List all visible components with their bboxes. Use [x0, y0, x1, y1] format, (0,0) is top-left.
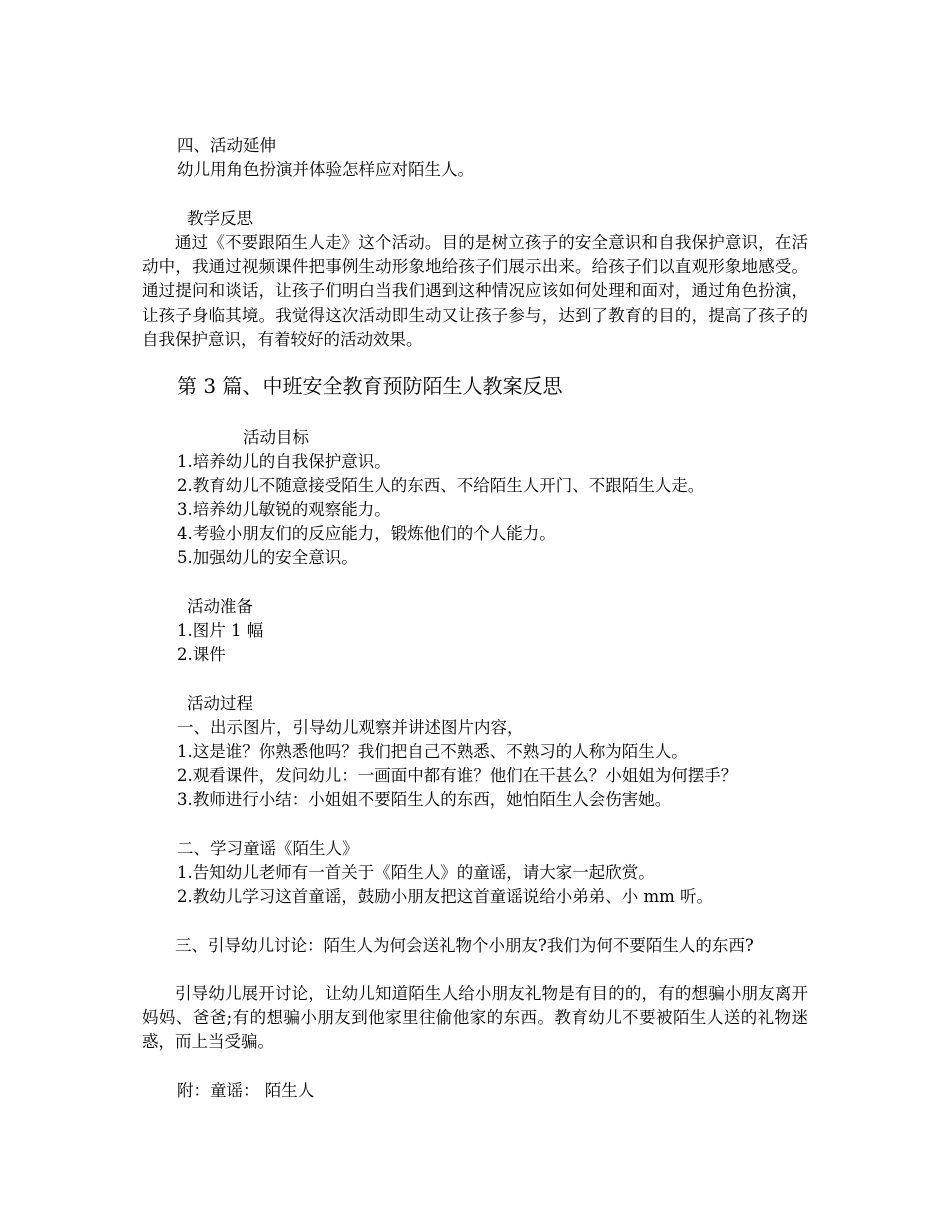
- step3-paragraph: 三、引导幼儿讨论：陌生人为何会送礼物个小朋友?我们为何不要陌生人的东西?: [175, 936, 754, 955]
- reflection-heading: 教学反思: [187, 209, 253, 228]
- goal-item: 2.教育幼儿不随意接受陌生人的东西、不给陌生人开门、不跟陌生人走。: [177, 476, 705, 495]
- prep-item: 2.课件: [177, 645, 226, 664]
- goal-item: 4.考验小朋友们的反应能力，锻炼他们的个人能力。: [177, 524, 556, 543]
- step1-item: 1.这是谁？你熟悉他吗？我们把自己不熟悉、不熟习的人称为陌生人。: [177, 742, 688, 761]
- goals-heading: 活动目标: [243, 428, 309, 447]
- prep-item: 1.图片 1 幅: [177, 621, 264, 640]
- step1-heading: 一、出示图片，引导幼儿观察并讲述图片内容，: [177, 718, 524, 737]
- step2-item: 2.教幼儿学习这首童谣，鼓励小朋友把这首童谣说给小弟弟、小 mm 听。: [177, 887, 714, 906]
- process-heading: 活动过程: [187, 694, 253, 713]
- extension-heading: 四、活动延伸: [177, 136, 276, 155]
- appendix-line: 附：童谣： 陌生人: [177, 1081, 315, 1100]
- step1-item: 2.观看课件，发问幼儿：一画面中都有谁？他们在干甚么？小姐姐为何摆手？: [177, 766, 738, 785]
- step2-item: 1.告知幼儿老师有一首关于《陌生人》的童谣，请大家一起欣赏。: [177, 863, 655, 882]
- reflection-paragraph: 通过《不要跟陌生人走》这个活动。目的是树立孩子的安全意识和自我保护意识，在活动中，我通过视频课件把事例生动形象地给孩子们展示出来。给孩子们以直观形象地感受。通过提问和谈话，让孩子们明白当我们遇到这种情况应该如何处理和面对，通过角色扮演，让孩子身临其境。我觉得这次活动即生动又让孩子参与，达到了教育的目的，提高了孩子的自我保护意识，有着较好的活动效果。: [142, 233, 808, 349]
- goal-item: 5.加强幼儿的安全意识。: [177, 548, 358, 567]
- article-title: 第 3 篇、中班安全教育预防陌生人教案反思: [177, 374, 563, 398]
- step1-item: 3.教师进行小结：小姐姐不要陌生人的东西，她怕陌生人会伤害她。: [177, 790, 672, 809]
- step3-detail-paragraph: 引导幼儿展开讨论，让幼儿知道陌生人给小朋友礼物是有目的的，有的想骗小朋友离开妈妈、爸爸;有的想骗小朋友到他家里往偷他家的东西。教育幼儿不要被陌生人送的礼物迷惑，而上当受骗。: [142, 984, 808, 1052]
- step2-heading: 二、学习童谣《陌生人》: [177, 839, 359, 858]
- goal-item: 1.培养幼儿的自我保护意识。: [177, 452, 391, 471]
- prep-heading: 活动准备: [187, 597, 253, 616]
- goal-item: 3.培养幼儿敏锐的观察能力。: [177, 500, 391, 519]
- extension-text: 幼儿用角色扮演并体验怎样应对陌生人。: [177, 160, 474, 179]
